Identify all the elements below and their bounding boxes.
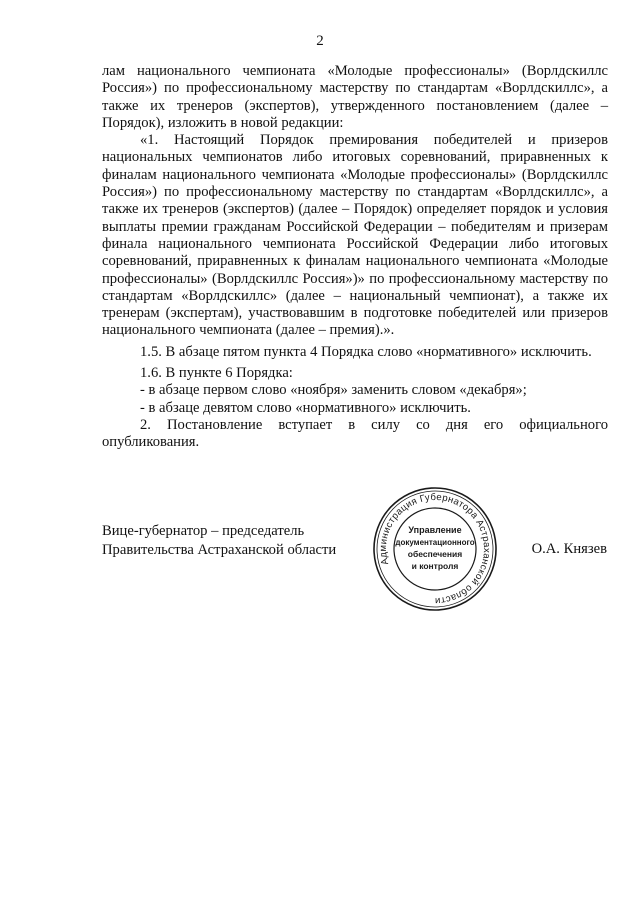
stamp-inner-line-1: Управление: [408, 525, 462, 535]
official-stamp: [371, 485, 499, 613]
paragraph-1-6-item-2: - в абзаце девятом слово «нормативного» исключить.: [140, 399, 471, 416]
stamp-outer-text: Администрация Губернатора Астраханской области: [377, 491, 493, 607]
signatory-title-line-1: Вице-губернатор – председатель: [102, 523, 305, 539]
stamp-inner-line-3: обеспечения: [407, 549, 463, 559]
stamp-inner-line-2: документационного: [395, 538, 475, 547]
signatory-title-line-2: Правительства Астраханской области: [102, 542, 337, 558]
paragraph-2: 2. Постановление вступает в силу со дня его официального опубликования.: [102, 416, 608, 451]
paragraph-continuation: лам национального чемпионата «Молодые профессионалы» (Ворлдскиллс Россия») по профессиональному мастерству по стандартам «Ворлдскиллс», а также их тренеров (экспертов), утвержденного постановлением (далее – Порядок), изложить в новой редакции:: [102, 63, 608, 131]
signatory-name: О.А. Князев: [531, 541, 607, 557]
paragraph-1-6-item-1: - в абзаце первом слово «ноября» заменить словом «декабря»;: [140, 382, 527, 399]
signatory-title: [102, 522, 336, 560]
paragraph-1-6: 1.6. В пункте 6 Порядка:: [140, 365, 293, 382]
page-number: 2: [316, 33, 324, 49]
paragraph-order-clause: «1. Настоящий Порядок премирования победителей и призеров национальных чемпионатов либо итоговых соревнований, приравненных к финалам национального чемпионата «Молодые профессионалы» (Ворлдскиллс Россия») по профессиональному мастерству по стандартам «Ворлдскиллс», а также их тренеров (экспертов) (далее – Порядок) определяет порядок и условия выплаты премии гражданам Российской Федерации – победителям и призерам финала национального чемпионата Российской Федерации либо итоговых соревнований, приравненных к финалам национального чемпионата «Молодые профессионалы» (Ворлдскиллс Россия»)» по профессиональному мастерству по стандартам «Ворлдскиллс» (далее – национальный чемпионат), а также их тренерам (экспертам), участвовавшим в подготовке победителей или призеров национального чемпионата (далее – премия).».: [102, 132, 608, 339]
stamp-inner-line-4: и контроля: [411, 561, 459, 571]
document-body: [102, 63, 608, 452]
paragraph-1-5: 1.5. В абзаце пятом пункта 4 Порядка слово «нормативного» исключить.: [140, 343, 592, 360]
